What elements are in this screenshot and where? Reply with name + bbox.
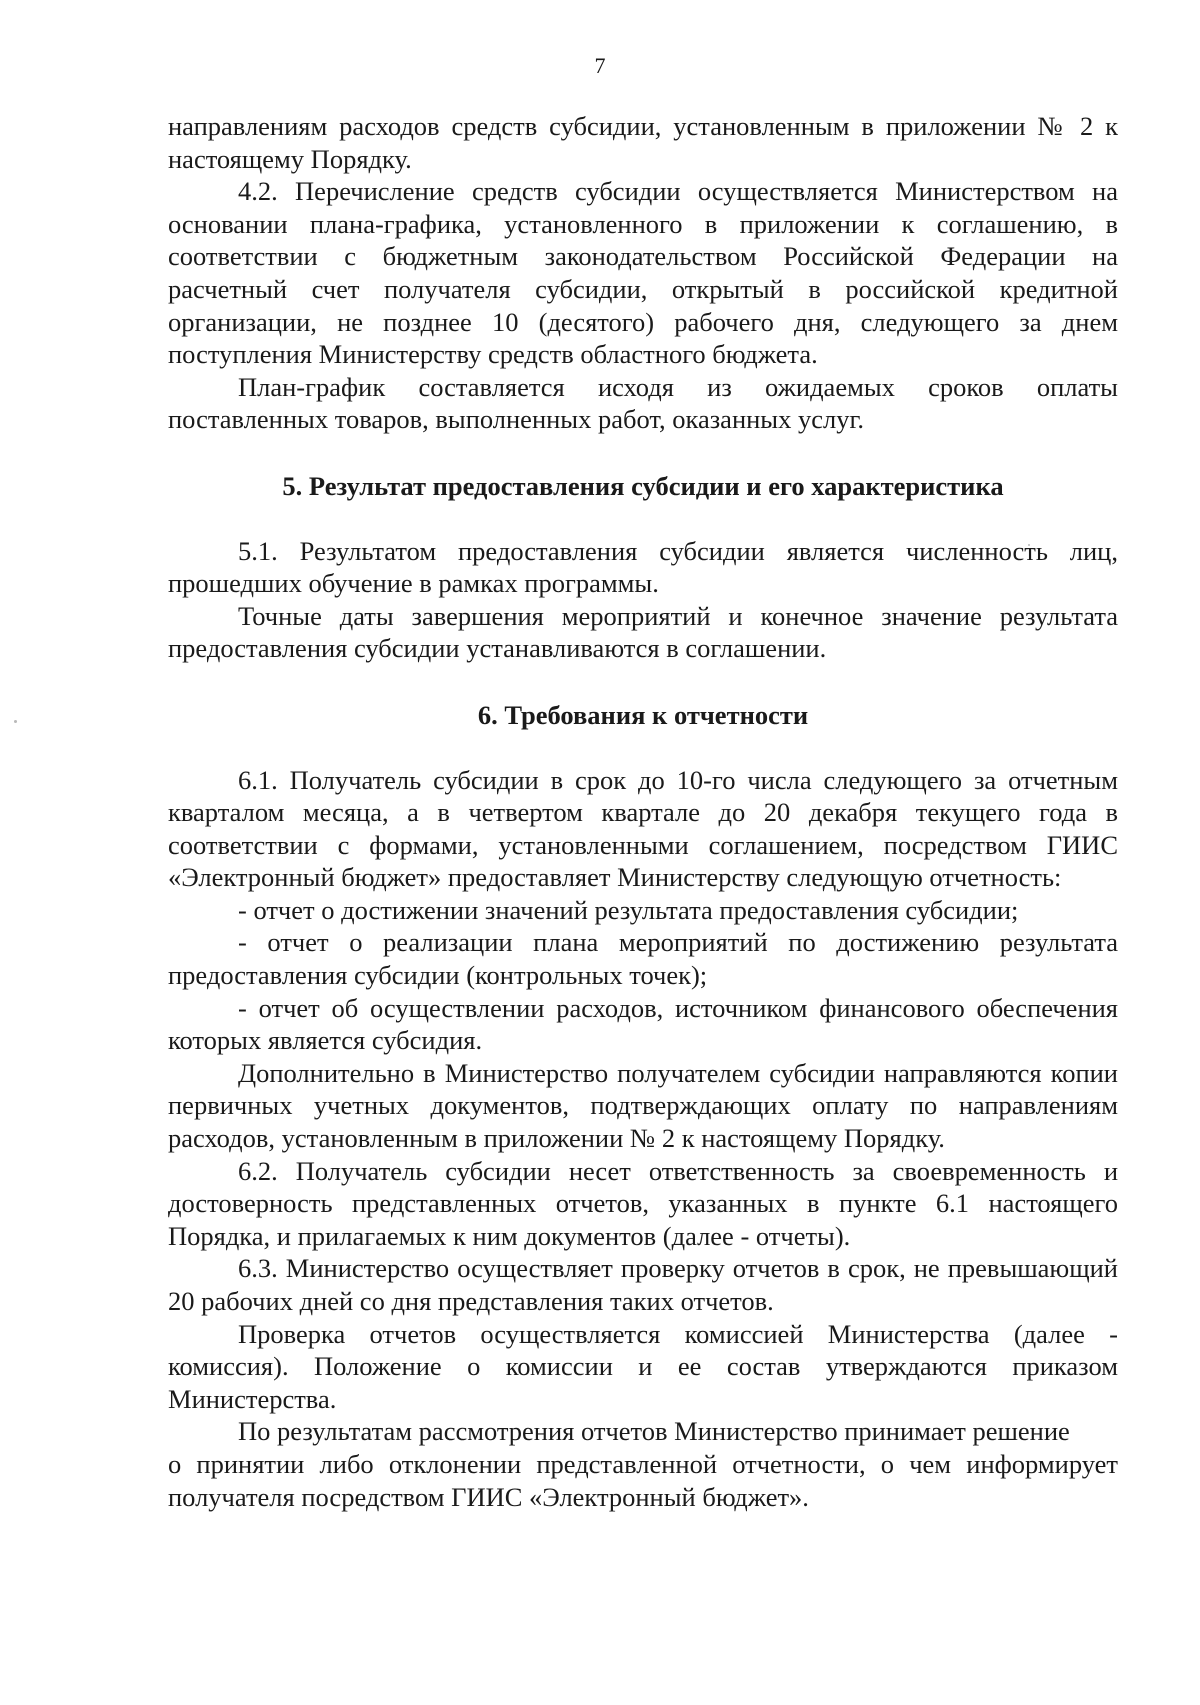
spacer (168, 665, 1118, 699)
spacer (168, 503, 1118, 535)
page-number: 7 (594, 53, 606, 78)
paragraph-exact-dates: Точные даты завершения мероприятий и конечное значение результата предоставления субсидии устанавливаются в соглашении. (168, 600, 1118, 664)
document-body (168, 110, 1118, 1513)
paragraph-continuation: направлениям расходов средств субсидии, установленным в приложении № 2 к настоящему Порядку. (168, 111, 1118, 174)
paragraph-commission: Проверка отчетов осуществляется комиссией Министерства (далее - комиссия). Положение о комиссии и ее состав утверждаются приказом Министерства. (168, 1318, 1118, 1414)
paragraph-6-1: 6.1. Получатель субсидии в срок до 10-го числа следующего за отчетным кварталом месяца, а в четвертом квартале до 20 декабря текущего года в соответствии с формами, установленными соглашением, посредством ГИИС «Электронный бюджет» предоставляет Министерству следующую отчетность: (168, 764, 1118, 893)
paragraph-4-2: 4.2. Перечисление средств субсидии осуществляется Министерством на основании плана-графика, установленного в приложении к соглашению, в соответствии с бюджетным законодательством Российской Федерации на расчетный счет получателя субсидии, открытый в российской кредитной организации, не позднее 10 (десятого) рабочего дня, следующего за днем поступления Министерству средств областного бюджета. (168, 176, 1118, 370)
section-heading-5: 5. Результат предоставления субсидии и его характеристика (282, 470, 1004, 501)
scan-speck (14, 720, 17, 723)
paragraph-decision-continuation: о принятии либо отклонении представленной отчетности, о чем информирует получателя посредством ГИИС «Электронный бюджет». (168, 1448, 1118, 1512)
section-heading-6: 6. Требования к отчетности (477, 699, 809, 730)
paragraph-decision: По результатам рассмотрения отчетов Министерство принимает решение (238, 1416, 1070, 1447)
paragraph-6-2: 6.2. Получатель субсидии несет ответственность за своевременность и достоверность представленных отчетов, указанных в пункте 6.1 настоящего Порядка, и прилагаемых к ним документов (далее - отчеты). (168, 1155, 1118, 1251)
paragraph-5-1: 5.1. Результатом предоставления субсидии является численность лиц, прошедших обучение в рамках программы. (168, 535, 1118, 599)
list-item-report-expenses: - отчет об осуществлении расходов, источником финансового обеспечения которых является субсидия. (168, 992, 1118, 1056)
spacer (168, 436, 1118, 470)
spacer (168, 732, 1118, 764)
list-item-report-plan: - отчет о реализации плана мероприятий по достижению результата предоставления субсидии (контрольных точек); (168, 927, 1118, 991)
list-item-report-results: - отчет о достижении значений результата предоставления субсидии; (238, 894, 1019, 925)
paragraph-plan-schedule: План-график составляется исходя из ожидаемых сроков оплаты поставленных товаров, выполненных работ, оказанных услуг. (168, 371, 1118, 435)
paragraph-additional-docs: Дополнительно в Министерство получателем субсидии направляются копии первичных учетных документов, подтверждающих оплату по направлениям расходов, установленным в приложении № 2 к настоящему Порядку. (168, 1057, 1118, 1154)
paragraph-6-3: 6.3. Министерство осуществляет проверку отчетов в срок, не превышающий 20 рабочих дней со дня представления таких отчетов. (168, 1253, 1118, 1316)
